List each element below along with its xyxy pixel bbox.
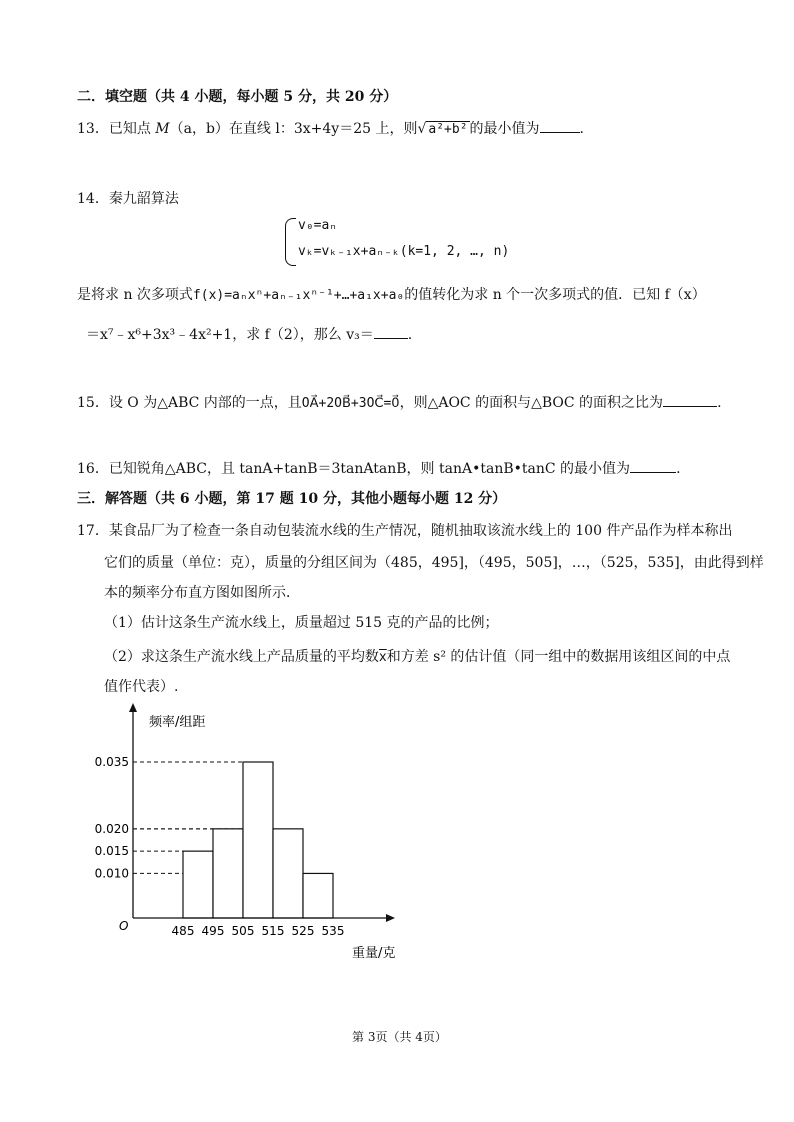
histogram-bar-505-515 bbox=[243, 762, 273, 918]
q17-sub-question-2-cont: 值作代表）. bbox=[104, 679, 179, 695]
q13-point-m: M bbox=[155, 121, 170, 137]
section-3-heading: 三．解答题（共 6 小题，第 17 题 10 分，其他小题每小题 12 分） bbox=[77, 491, 507, 507]
q14-text-1: 是将求 n 次多项式 bbox=[77, 287, 193, 303]
q13-text-2: 在直线 l：3x+4y＝25 上，则 bbox=[228, 121, 418, 137]
q17-sub-question-2 bbox=[104, 646, 730, 666]
system-brace bbox=[285, 218, 296, 266]
q15-vector-equation: OA⃗+2OB⃗+3OC⃗=0⃗ bbox=[301, 396, 400, 411]
x-tick-label-505: 505 bbox=[231, 924, 255, 938]
q14-number: 14． bbox=[77, 191, 109, 207]
y-tick-label-2: 0.015 bbox=[94, 844, 129, 859]
x-axis-label: 重量/克 bbox=[352, 946, 396, 960]
q17-sub2-text-a: （2）求这条生产流水线上产品质量的平均数 bbox=[104, 649, 379, 665]
q14-equation-2: vₖ=vₖ₋₁x+aₙ₋ₖ(k=1, 2, …, n) bbox=[298, 244, 510, 259]
question-13 bbox=[77, 118, 584, 138]
x-tick-label-495: 495 bbox=[201, 924, 225, 938]
mean-x-bar: $\overline{x}$ bbox=[378, 650, 387, 665]
q17-sub2-text-b: 和方差 s² 的估计值（同一组中的数据用该组区间的中点 bbox=[386, 649, 731, 665]
q17-line-3: 本的频率分布直方图如图所示． bbox=[104, 585, 300, 601]
q17-text-1: 某食品厂为了检查一条自动包装流水线的生产情况，随机抽取该流水线上的 100 件产品作为样本称出 bbox=[108, 523, 733, 539]
q17-line-2: 它们的质量（单位：克），质量的分组区间为（485，495]，（495，505]，…，（525，535]，由此得到样 bbox=[104, 555, 764, 571]
q15-answer-blank[interactable] bbox=[663, 392, 717, 407]
q17-number: 17． bbox=[77, 523, 109, 539]
histogram-bar-495-505 bbox=[213, 829, 243, 918]
x-tick-label-485: 485 bbox=[171, 924, 195, 938]
histogram-bar-525-535 bbox=[303, 873, 333, 918]
y-axis-arrow bbox=[129, 703, 137, 712]
y-tick-label-0: 0.035 bbox=[94, 755, 129, 769]
q13-number: 13． bbox=[77, 121, 109, 137]
q14-text-3: ＝x⁷﹣x⁶+3x³﹣4x²+1，求 f（2），那么 v₃＝ bbox=[86, 327, 374, 343]
q15-text-2: ，则△AOC 的面积与△BOC 的面积之比为 bbox=[399, 395, 664, 411]
q14-text-2: 的值转化为求 n 个一次多项式的值．已知 f（x） bbox=[404, 287, 706, 303]
q15-end: . bbox=[717, 395, 722, 411]
q13-text-3: 的最小值为 bbox=[469, 121, 540, 137]
y-tick-label-3: 0.010 bbox=[94, 866, 129, 881]
section-2-heading: 二．填空题（共 4 小题，每小题 5 分，共 20 分） bbox=[77, 89, 398, 105]
question-16 bbox=[77, 458, 681, 478]
q14-end: . bbox=[407, 327, 413, 343]
q14-line-1 bbox=[77, 284, 706, 304]
question-14-title bbox=[77, 188, 179, 208]
q17-sub-question-1: （1）估计这条生产流水线上，质量超过 515 克的产品的比例； bbox=[104, 615, 499, 631]
q13-answer-blank[interactable] bbox=[540, 118, 580, 133]
q13-text-1: 已知点 bbox=[108, 121, 156, 137]
question-15 bbox=[77, 392, 722, 412]
y-tick-label-1: 0.020 bbox=[94, 821, 129, 836]
histogram-bar-485-495 bbox=[183, 851, 213, 918]
histogram-bar-515-525 bbox=[273, 829, 303, 918]
q14-title: 秦九韶算法 bbox=[108, 191, 179, 207]
x-tick-label-515: 515 bbox=[261, 924, 285, 938]
q15-number: 15． bbox=[77, 395, 109, 411]
frequency-histogram bbox=[90, 700, 430, 960]
q13-coords: （a，b） bbox=[169, 121, 229, 137]
y-axis-label: 频率/组距 bbox=[149, 715, 206, 730]
page-footer: 第 3页（共 4页） bbox=[352, 1030, 447, 1044]
q16-text: 已知锐角△ABC，且 tanA+tanB＝3tanAtanB，则 tanA•tanB•tanC 的最小值为 bbox=[108, 461, 631, 477]
origin-label: O bbox=[119, 919, 129, 933]
q13-sqrt-expression: a²+b² bbox=[428, 122, 468, 137]
x-axis-arrow bbox=[386, 914, 395, 922]
sqrt-sign: √ bbox=[417, 121, 427, 137]
x-tick-label-535: 535 bbox=[321, 924, 345, 938]
x-tick-label-525: 525 bbox=[291, 924, 315, 938]
q16-number: 16． bbox=[77, 461, 109, 477]
q15-text-1: 设 O 为△ABC 内部的一点，且 bbox=[108, 395, 302, 411]
q16-answer-blank[interactable] bbox=[630, 458, 676, 473]
q14-equation-1: v₀=aₙ bbox=[298, 218, 338, 233]
q14-polynomial: f(x)=aₙxⁿ+aₙ₋₁xⁿ⁻¹+…+a₁x+a₀ bbox=[192, 288, 405, 303]
q17-line-1 bbox=[77, 520, 732, 540]
q16-end: . bbox=[676, 461, 681, 477]
q14-answer-blank[interactable] bbox=[374, 324, 408, 339]
q13-end: . bbox=[579, 121, 584, 137]
q14-line-2 bbox=[86, 324, 412, 344]
